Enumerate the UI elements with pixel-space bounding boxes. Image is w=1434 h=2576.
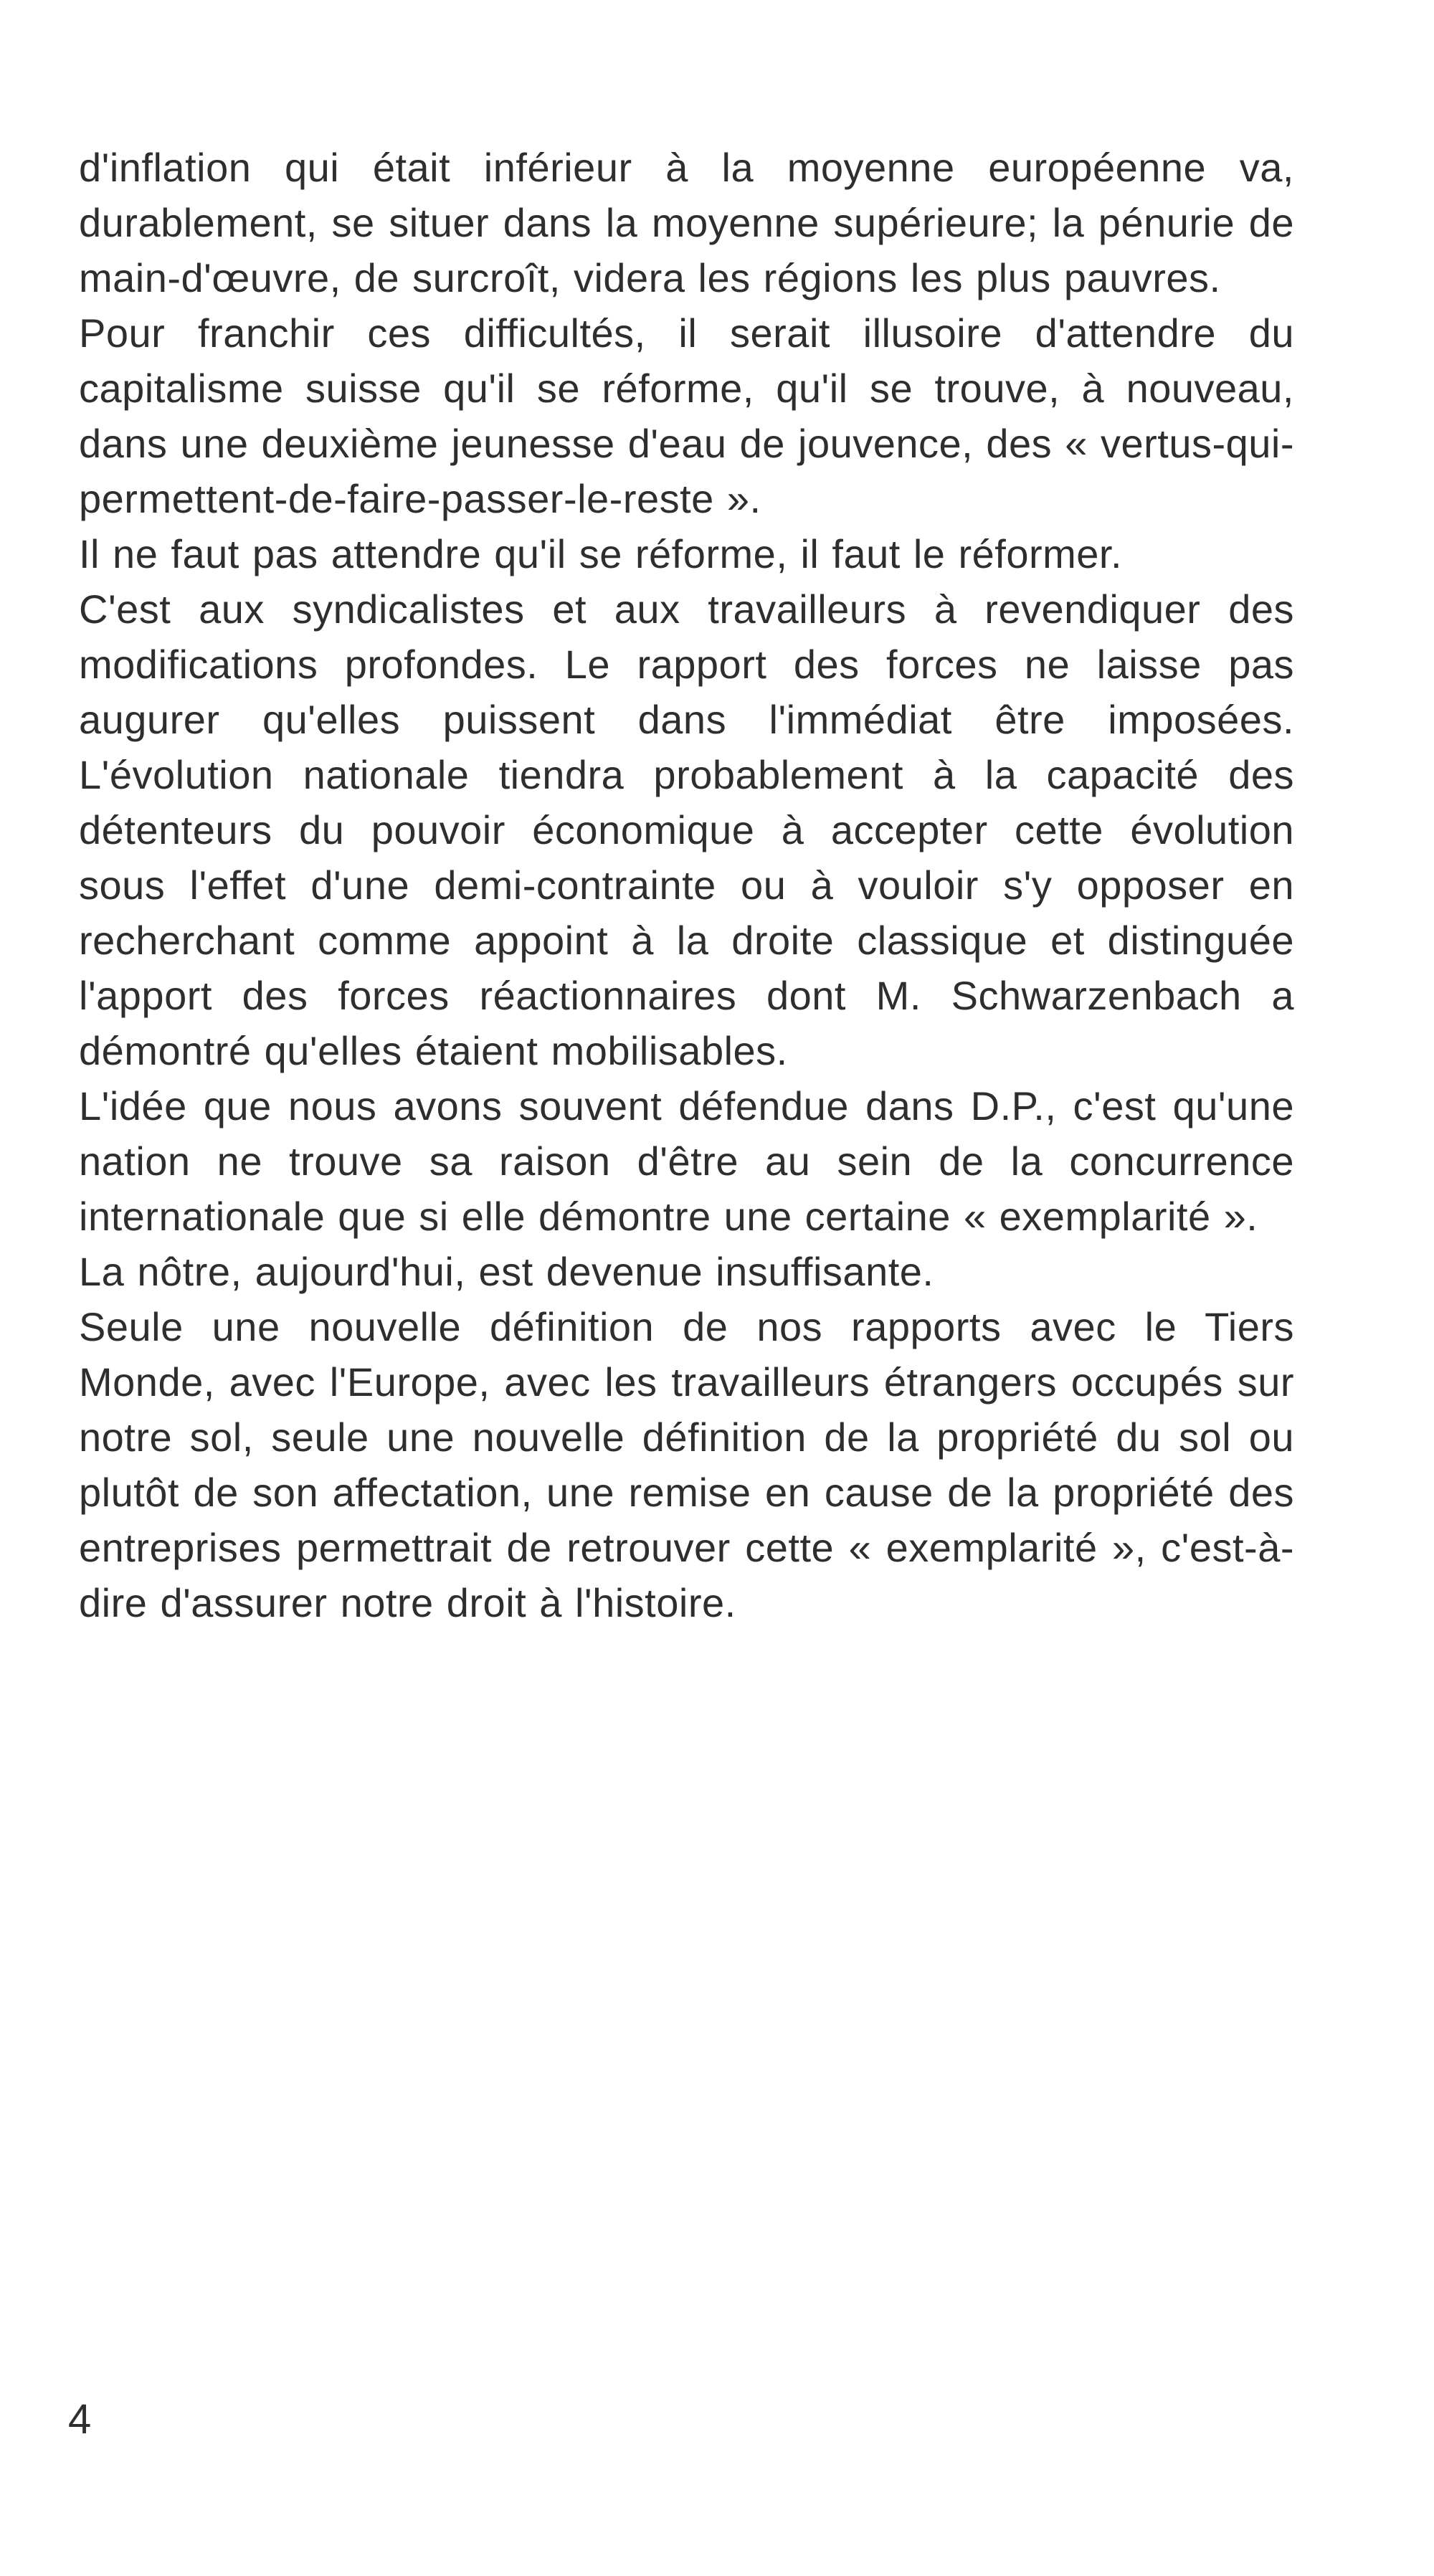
paragraph-5: L'idée que nous avons souvent défendue dans D.P., c'est qu'une nation ne trouve sa raison d'être au sein de la concurrence internationale que si elle démontre une certaine « exemplarité ».: [79, 1083, 1294, 1239]
paragraph-7: Seule une nouvelle définition de nos rapports avec le Tiers Monde, avec l'Europe, avec les travailleurs étrangers occupés sur notre sol, seule une nouvelle définition de la propriété du sol ou plutôt de son affectation, une remise en cause de la propriété des entreprises permettrait de retrouver cette « exemplarité », c'est-à-dire d'assurer notre droit à l'histoire.: [79, 1304, 1294, 1625]
paragraph-1: d'inflation qui était inférieur à la moyenne européenne va, durablement, se situer dans la moyenne supérieure; la pénurie de main-d'œuvre, de surcroît, videra les régions les plus pauvres.: [79, 145, 1294, 300]
paragraph-3: Il ne faut pas attendre qu'il se réforme, il faut le réformer.: [79, 531, 1123, 576]
page-number: 4: [68, 2396, 92, 2443]
paragraph-6: La nôtre, aujourd'hui, est devenue insuffisante.: [79, 1249, 934, 1294]
body-text: [79, 140, 1294, 1630]
paragraph-4: C'est aux syndicalistes et aux travailleurs à revendiquer des modifications profondes. Le rapport des forces ne laisse pas augurer qu'elles puissent dans l'immédiat être imposées. L'évolution nationale tiendra probablement à la capacité des détenteurs du pouvoir économique à accepter cette évolution sous l'effet d'une demi-contrainte ou à vouloir s'y opposer en recherchant comme appoint à la droite classique et distinguée l'apport des forces réactionnaires dont M. Schwarzenbach a démontré qu'elles étaient mobilisables.: [79, 586, 1294, 1073]
paragraph-2: Pour franchir ces difficultés, il serait illusoire d'attendre du capitalisme suisse qu'il se réforme, qu'il se trouve, à nouveau, dans une deuxième jeunesse d'eau de jouvence, des « vertus-qui-permettent-de-faire-passer-le-reste ».: [79, 310, 1294, 521]
